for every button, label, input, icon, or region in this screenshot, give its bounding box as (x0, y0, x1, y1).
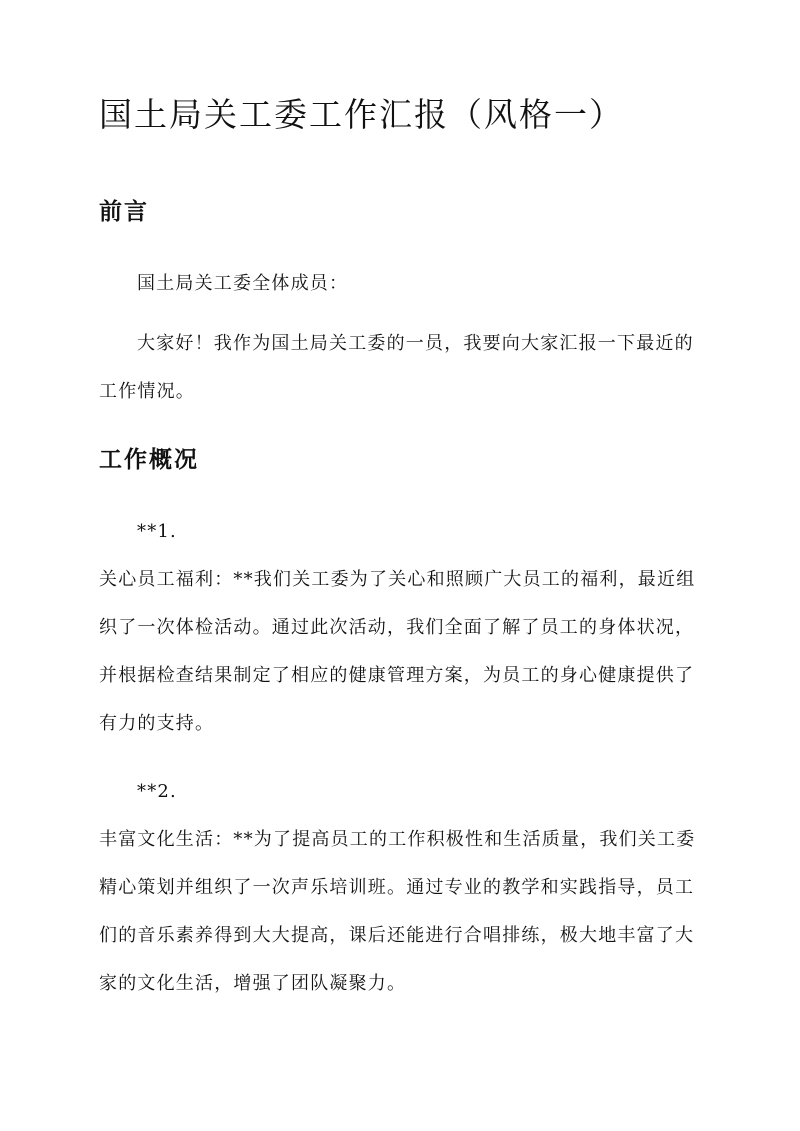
section-heading-overview: 工作概况 (99, 446, 199, 473)
section-heading-preface: 前言 (99, 198, 149, 225)
document-title: 国土局关工委工作汇报（风格一） (99, 95, 624, 134)
salutation-paragraph: 国土局关工委全体成员： (137, 273, 349, 294)
item-marker-1: **1. (137, 521, 177, 542)
greeting-paragraph: 大家好！我作为国土局关工委的一员，我要向大家汇报一下最近的工作情况。 (99, 333, 694, 402)
item-text-employee-welfare: 关心员工福利：**我们关工委为了关心和照顾广大员工的福利，最近组织了一次体检活动。通过此次活动，我们全面了解了员工的身体状况，并根据检查结果制定了相应的健康管理方案，为员工的身心健康提供了有力的支持。 (99, 569, 696, 734)
item-text-cultural-life: 丰富文化生活：**为了提高员工的工作积极性和生活质量，我们关工委精心策划并组织了一次声乐培训班。通过专业的教学和实践指导，员工们的音乐素养得到大大提高，课后还能进行合唱排练，极大地丰富了大家的文化生活，增强了团队凝聚力。 (99, 829, 696, 994)
item-marker-2: **2. (137, 781, 177, 802)
